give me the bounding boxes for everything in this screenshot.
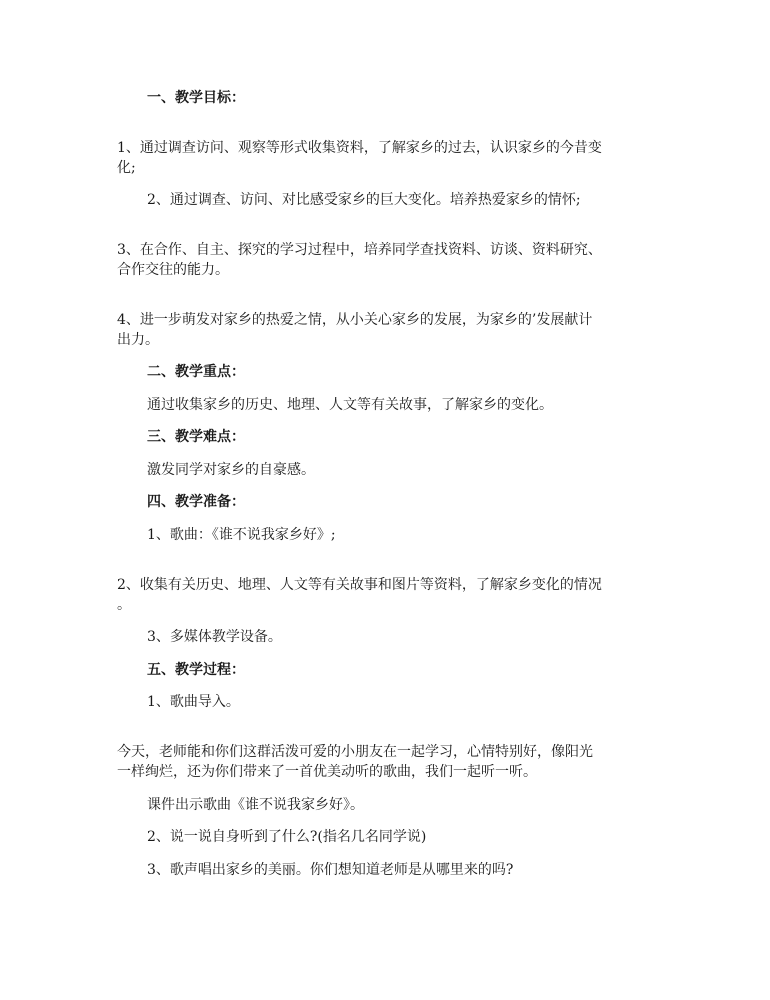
paragraph-objective-4-cont: 出力。 [117, 332, 159, 348]
paragraph-preparation-2-cont: 。 [117, 597, 131, 613]
paragraph-objective-4: 4、进一步萌发对家乡的热爱之情，从小关心家乡的发展，为家乡的’发展献计 [117, 312, 593, 328]
paragraph-process-courseware: 课件出示歌曲《谁不说我家乡好》。 [147, 797, 364, 813]
paragraph-difficult-points: 激发同学对家乡的自豪感。 [147, 462, 315, 478]
paragraph-process-2: 2、说一说自身听到了什么?(指名几名同学说) [147, 829, 427, 845]
paragraph-preparation-1: 1、歌曲：《谁不说我家乡好》; [147, 527, 336, 543]
paragraph-process-intro-cont: 一样绚烂，还为你们带来了一首优美动听的歌曲，我们一起听一听。 [117, 764, 537, 780]
paragraph-key-points: 通过收集家乡的历史、地理、人文等有关故事，了解家乡的变化。 [147, 397, 553, 413]
heading-teaching-objectives: 一、教学目标： [147, 90, 245, 106]
paragraph-preparation-3: 3、多媒体教学设备。 [147, 629, 282, 645]
paragraph-objective-2: 2、通过调查、访问、对比感受家乡的巨大变化。培养热爱家乡的情怀; [147, 192, 581, 208]
heading-key-points: 二、教学重点： [147, 364, 245, 380]
paragraph-objective-3-cont: 合作交往的能力。 [117, 262, 229, 278]
paragraph-process-1: 1、歌曲导入。 [147, 694, 240, 710]
paragraph-objective-3: 3、在合作、自主、探究的学习过程中，培养同学查找资料、访谈、资料研究、 [117, 242, 602, 258]
paragraph-process-intro: 今天，老师能和你们这群活泼可爱的小朋友在一起学习，心情特别好，像阳光 [117, 744, 593, 760]
paragraph-preparation-2: 2、收集有关历史、地理、人文等有关故事和图片等资料，了解家乡变化的情况 [117, 577, 602, 593]
heading-preparation: 四、教学准备： [147, 494, 245, 510]
paragraph-objective-1-cont: 化; [117, 160, 136, 176]
heading-process: 五、教学过程： [147, 662, 245, 678]
paragraph-process-3: 3、歌声唱出家乡的美丽。你们想知道老师是从哪里来的吗? [147, 862, 514, 878]
heading-difficult-points: 三、教学难点： [147, 429, 245, 445]
paragraph-objective-1: 1、通过调查访问、观察等形式收集资料，了解家乡的过去，认识家乡的今昔变 [117, 140, 602, 156]
